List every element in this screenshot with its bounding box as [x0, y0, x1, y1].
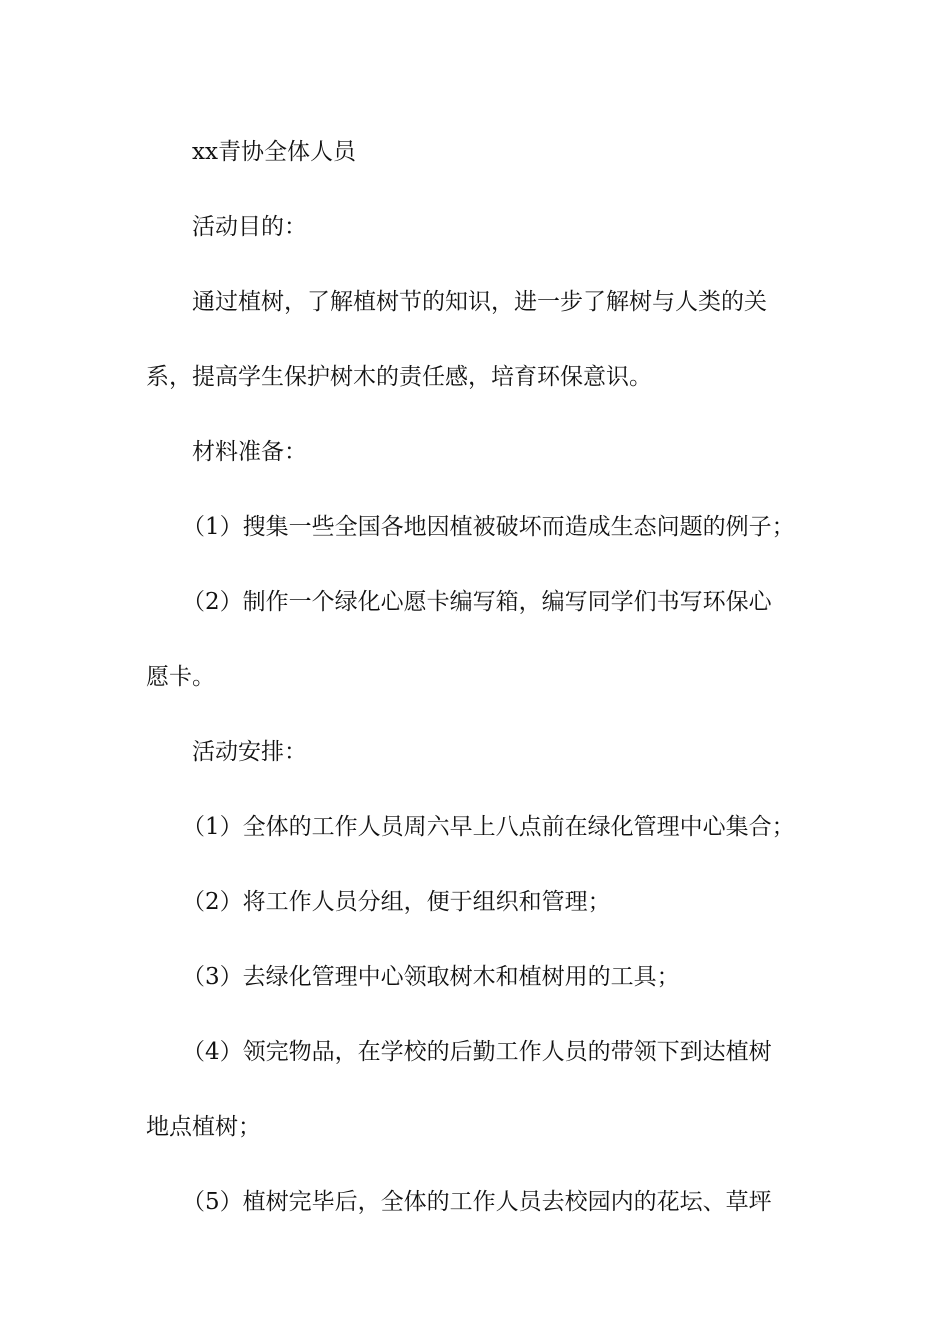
schedule-item-2: （2）将工作人员分组，便于组织和管理；: [182, 889, 611, 915]
purpose-text-line-2: 系，提高学生保护树木的责任感，培育环保意识。: [146, 364, 652, 390]
schedule-item-4-line-2: 地点植树；: [146, 1114, 261, 1140]
purpose-text-line-1: 通过植树，了解植树节的知识，进一步了解树与人类的关: [192, 289, 767, 315]
schedule-item-1: （1）全体的工作人员周六早上八点前在绿化管理中心集合；: [182, 814, 795, 840]
materials-item-1: （1）搜集一些全国各地因植被破坏而造成生态问题的例子；: [182, 514, 795, 540]
schedule-item-3: （3）去绿化管理中心领取树木和植树用的工具；: [182, 964, 680, 990]
materials-item-2-line-1: （2）制作一个绿化心愿卡编写箱，编写同学们书写环保心: [182, 589, 772, 615]
materials-item-2-line-2: 愿卡。: [146, 664, 215, 690]
section-heading-purpose: 活动目的：: [192, 214, 307, 240]
participants-line: xx青协全体人员: [192, 139, 356, 165]
schedule-item-4-line-1: （4）领完物品，在学校的后勤工作人员的带领下到达植树: [182, 1039, 772, 1065]
section-heading-materials: 材料准备：: [192, 439, 307, 465]
section-heading-schedule: 活动安排：: [192, 739, 307, 765]
schedule-item-5: （5）植树完毕后，全体的工作人员去校园内的花坛、草坪: [182, 1189, 772, 1215]
